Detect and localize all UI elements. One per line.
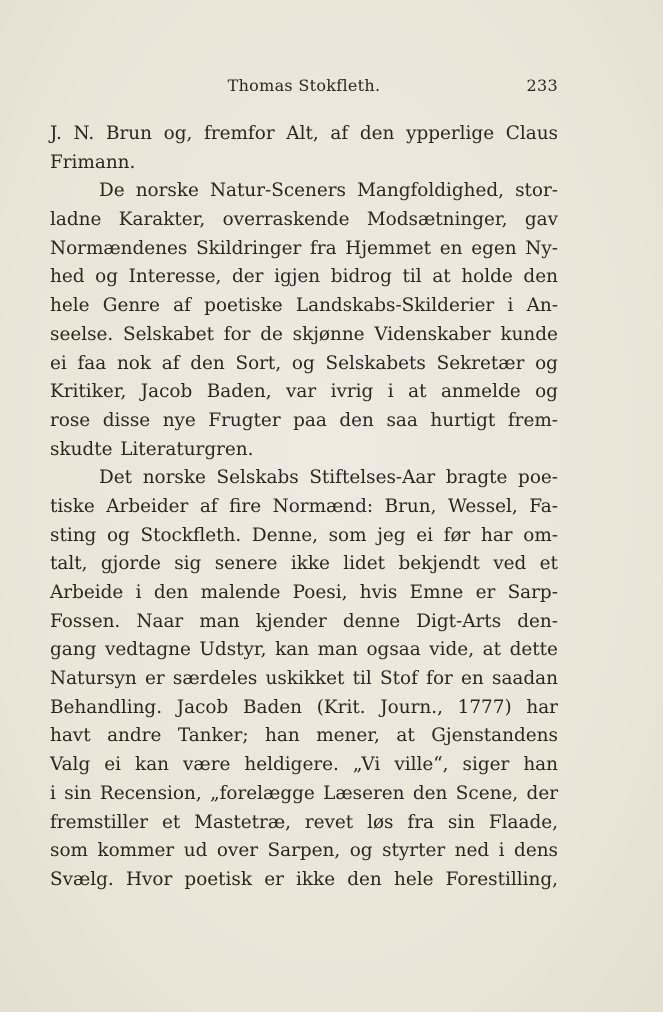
word: frem- (507, 409, 558, 431)
word: den (523, 266, 558, 288)
word: Normænd: (272, 495, 374, 517)
word: Digt-Arts (416, 610, 502, 632)
word: vide, (429, 639, 475, 661)
word: Karakter, (118, 209, 206, 231)
word: gang (50, 639, 97, 661)
word: er (475, 582, 496, 603)
text-line (50, 407, 558, 436)
text-line (50, 522, 558, 551)
word: og (535, 381, 558, 403)
text-line (50, 550, 558, 579)
word: i (387, 381, 394, 403)
word: Hjemmet (345, 237, 432, 259)
page-number: 233 (526, 76, 558, 95)
word: igjen (274, 266, 321, 288)
word: han (265, 725, 300, 747)
word: Fossen. (50, 610, 121, 632)
word: J. (50, 123, 62, 144)
word: at (482, 639, 501, 661)
text-line (50, 235, 558, 264)
word: som (50, 840, 88, 862)
word: Frugter (208, 409, 281, 431)
word: Kritiker, (50, 381, 127, 403)
word: løs (367, 811, 394, 833)
word: Stiftelses-Aar (309, 467, 436, 489)
word: Behandling. (50, 696, 163, 718)
word: er (264, 868, 284, 890)
word: Scene, (455, 782, 519, 804)
word: overraskende (222, 209, 350, 231)
word: poe- (518, 467, 558, 489)
word: og (95, 266, 119, 288)
word: Mastetræ, (194, 811, 291, 833)
word: havt (50, 725, 91, 747)
word: var (286, 381, 317, 403)
word: paa (293, 409, 327, 431)
word: norske (142, 467, 206, 489)
word: Genre (102, 295, 160, 317)
word: Skildringer (196, 237, 302, 259)
word: Brun (105, 123, 152, 144)
word: ei (416, 524, 433, 546)
word: Modsætninger, (366, 209, 508, 231)
text-line (50, 866, 558, 895)
word: jeg (377, 524, 406, 546)
word: som (328, 524, 367, 546)
text-line (50, 464, 558, 493)
word: nye (162, 409, 196, 431)
word: bekjendt (398, 553, 480, 575)
word: poetiske (204, 295, 283, 317)
word: fremfor (204, 123, 275, 144)
word: af (173, 295, 191, 317)
word: holde (461, 266, 513, 288)
word: hele (393, 868, 434, 890)
word: Jacob (140, 381, 193, 403)
word: den (190, 352, 225, 374)
word: hvis (359, 582, 398, 603)
word: Interesse, (128, 266, 222, 288)
word: kommer (97, 840, 175, 862)
word: Flaade, (488, 811, 558, 833)
word: hurtigt (430, 409, 496, 431)
word: Natursyn (50, 668, 137, 690)
word: af (161, 352, 180, 374)
word: og (535, 352, 558, 374)
word: ypperlige (406, 123, 495, 144)
word: har (526, 696, 558, 718)
word: bidrog (330, 266, 392, 288)
word: en (461, 668, 484, 690)
word: seelse. (50, 323, 114, 345)
word: Stockfleth. (140, 524, 242, 546)
word: N. (73, 123, 95, 144)
word: Ny- (525, 237, 558, 259)
word: hele (50, 295, 90, 317)
word: Claus (505, 123, 558, 144)
word: Baden (243, 696, 302, 718)
word: sin (64, 782, 92, 804)
word: et (539, 553, 558, 575)
word: heldigere. (244, 754, 339, 776)
word: Forestilling, (445, 868, 558, 890)
word: man (199, 610, 240, 632)
word: ladne (50, 209, 102, 231)
text-line (50, 206, 558, 235)
word: norske (135, 180, 199, 202)
word: fremstiller (50, 811, 149, 833)
text-line (50, 120, 558, 149)
text-line (50, 493, 558, 522)
text-line (50, 579, 558, 608)
word: ogsaa (366, 639, 421, 661)
word: lidet (343, 553, 386, 575)
word: før (443, 524, 471, 546)
word: vedtagne (104, 639, 191, 661)
word: 1777) (457, 696, 512, 718)
word: Svælg. (50, 868, 114, 890)
text-line (50, 722, 558, 751)
word: den (412, 782, 448, 804)
word: denne (342, 610, 401, 632)
text-line (50, 837, 558, 866)
text-line (50, 665, 558, 694)
word: Udstyr, (199, 639, 267, 661)
word: Selskabets (325, 352, 426, 374)
word: kan (135, 754, 169, 776)
word: faa (77, 352, 107, 374)
text-line (50, 321, 558, 350)
word: den (359, 123, 395, 144)
word: ved (493, 553, 527, 575)
word: Normændenes (50, 237, 188, 259)
text-line (50, 149, 558, 178)
word: Wessel, (447, 495, 518, 517)
word: malende (200, 582, 281, 603)
word: andre (107, 725, 162, 747)
word: til (352, 668, 372, 690)
word: Selskabet (123, 323, 214, 345)
word: sig (174, 553, 202, 575)
word: et (161, 811, 181, 833)
word: der (526, 782, 558, 804)
word: Stof (380, 668, 418, 690)
word: Baden, (206, 381, 272, 403)
word: ikke (296, 868, 336, 890)
word: Sarp- (507, 582, 558, 603)
word: talt, (50, 553, 88, 575)
word: De (99, 180, 125, 202)
word: ei (104, 754, 122, 776)
word: saa (386, 409, 418, 431)
word: styrter (382, 840, 446, 862)
word: Det (99, 467, 133, 489)
word: Fa- (529, 495, 558, 517)
word: Denne, (251, 524, 318, 546)
word: i (498, 840, 505, 862)
word: Literaturgren. (120, 438, 254, 460)
word: anmelde (440, 381, 521, 403)
word: Arbeider (106, 495, 189, 517)
word: Natur-Sceners (209, 180, 346, 202)
word: ikke (290, 553, 330, 575)
word: Valg (50, 754, 91, 776)
word: de (260, 323, 283, 345)
word: Mangfoldighed, (357, 180, 505, 202)
word: en (439, 237, 463, 259)
word: sin (447, 811, 476, 833)
word: dens (514, 840, 558, 862)
word: Gjenstandens (431, 725, 558, 747)
word: „Vi (352, 754, 381, 776)
text-line (50, 636, 558, 665)
word: disse (102, 409, 151, 431)
word: fire (229, 495, 262, 517)
word: for (223, 323, 251, 345)
word: Arbeide (50, 582, 124, 603)
body-text (50, 120, 558, 895)
word: om- (523, 524, 558, 546)
word: Recension, (99, 782, 202, 804)
word: „forelægge (210, 782, 315, 804)
word: til (402, 266, 422, 288)
word: er (145, 668, 165, 690)
word: kan (275, 639, 310, 661)
word: tiske (50, 495, 95, 517)
word: sting (50, 524, 97, 546)
word: at (396, 725, 415, 747)
word: der (231, 266, 264, 288)
word: Naar (136, 610, 184, 632)
word: og (349, 840, 373, 862)
word: den (347, 868, 382, 890)
word: Hvor (125, 868, 173, 890)
word: Tanker; (177, 725, 249, 747)
word: i (50, 782, 56, 804)
word: saadan (492, 668, 558, 690)
word: i (135, 582, 142, 603)
word: kunde (500, 323, 558, 345)
word: han (523, 754, 558, 776)
word: dette (509, 639, 558, 661)
word: og, (163, 123, 193, 144)
text-line (50, 292, 558, 321)
word: revet (304, 811, 354, 833)
word: ville“, (394, 754, 449, 776)
word: for (426, 668, 453, 690)
word: skudte (50, 438, 113, 460)
word: af (199, 495, 218, 517)
word: over (216, 840, 258, 862)
word: hed (50, 266, 85, 288)
text-line (50, 350, 558, 379)
word: Emne (409, 582, 464, 603)
text-line (50, 436, 558, 465)
word: ned (454, 840, 490, 862)
word: An- (526, 295, 558, 317)
word: Sort, (235, 352, 282, 374)
word: man (317, 639, 358, 661)
word: Poesi, (292, 582, 348, 603)
word: fra (407, 811, 434, 833)
text-line (50, 608, 558, 637)
word: Selskabs (216, 467, 299, 489)
word: den (153, 582, 189, 603)
word: den (339, 409, 374, 431)
word: fra (310, 237, 337, 259)
word: Frimann. (50, 151, 136, 173)
word: stor- (515, 180, 558, 202)
word: Læseren (323, 782, 405, 804)
word: har (480, 524, 513, 546)
word: skjønne (292, 323, 365, 345)
word: kjender (255, 610, 327, 632)
word: være (183, 754, 231, 776)
word: mener, (316, 725, 380, 747)
word: uskikket (265, 668, 345, 690)
text-line (50, 378, 558, 407)
word: den- (517, 610, 558, 632)
word: Landskabs-Skilderier (295, 295, 495, 317)
word: poetisk (184, 868, 253, 890)
running-title: Thomas Stokfleth. (227, 76, 381, 95)
word: at (432, 266, 451, 288)
word: gav (524, 209, 558, 231)
word: egen (471, 237, 517, 259)
text-line (50, 780, 558, 809)
text-line (50, 177, 558, 206)
text-line (50, 751, 558, 780)
word: Videnskaber (374, 323, 491, 345)
word: Jacob (176, 696, 229, 718)
word: nok (116, 352, 152, 374)
word: og (291, 352, 315, 374)
word: Alt, (286, 123, 319, 144)
word: ivrig (330, 381, 374, 403)
word: Journ., (380, 696, 443, 718)
word: bragte (445, 467, 508, 489)
word: Sekretær (436, 352, 525, 374)
text-line (50, 694, 558, 723)
word: særdeles (172, 668, 258, 690)
word: rose (50, 409, 91, 431)
word: gjorde (100, 553, 161, 575)
word: (Krit. (316, 696, 366, 718)
word: senere (214, 553, 278, 575)
word: i (507, 295, 514, 317)
word: Sarpen, (267, 840, 341, 862)
word: siger (462, 754, 510, 776)
word: ei (50, 352, 67, 374)
text-line (50, 263, 558, 292)
word: ud (183, 840, 208, 862)
word: af (330, 123, 349, 144)
text-line (50, 809, 558, 838)
word: at (408, 381, 427, 403)
page-header (50, 74, 558, 98)
word: og (106, 524, 130, 546)
word: Brun, (384, 495, 437, 517)
